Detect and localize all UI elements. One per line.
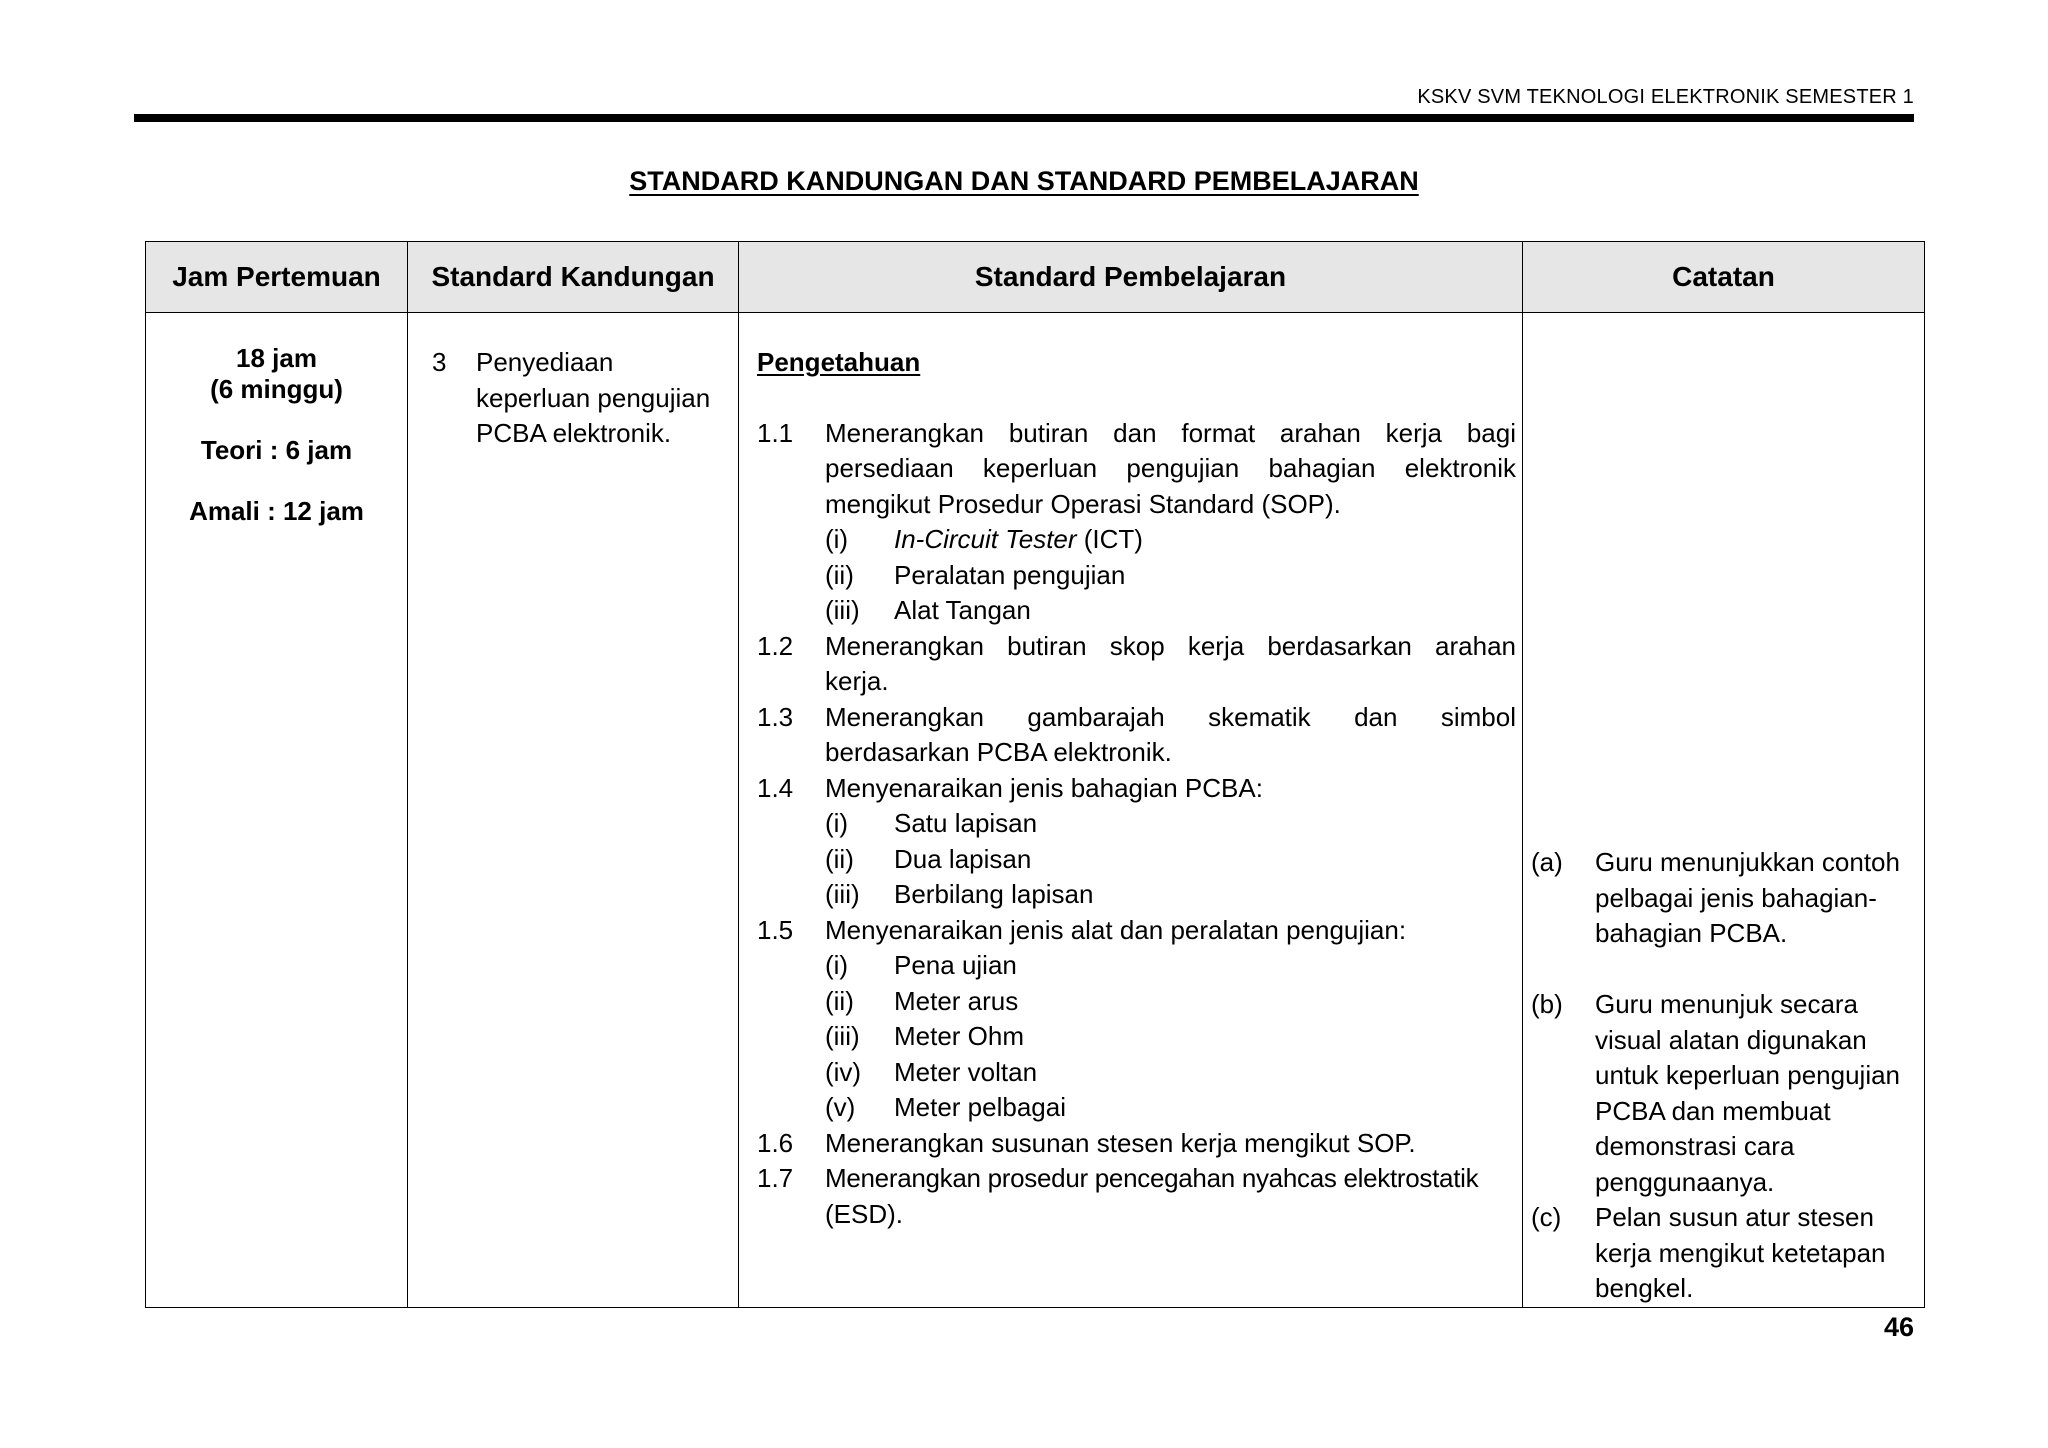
sub-item: [825, 984, 1516, 1020]
item-number: 1.2: [757, 630, 794, 661]
learning-item: [757, 913, 1516, 1126]
learning-item: [757, 629, 1516, 700]
note-item: [1531, 1200, 1916, 1307]
item-line: Menerangkan gambarajah skematik dan simbol: [825, 701, 1516, 732]
note-item: [1531, 845, 1916, 952]
sub-item: [825, 948, 1516, 984]
learning-item: [757, 700, 1516, 771]
sub-item-roman: (i): [825, 950, 849, 980]
note-line: Guru menunjuk secara: [1595, 989, 1859, 1019]
jam-weeks: (6 minggu): [210, 374, 343, 404]
sub-item-roman: (iv): [825, 1056, 862, 1087]
note-line: kerja mengikut ketetapan: [1595, 1237, 1886, 1268]
kandungan-line: Penyediaan: [476, 347, 614, 377]
sub-item-text: Meter voltan: [894, 1056, 1038, 1087]
note-line: penggunaanya.: [1595, 1166, 1775, 1197]
sub-item: [825, 1055, 1516, 1091]
learning-item: [757, 1126, 1516, 1162]
item-line: (ESD).: [825, 1198, 903, 1229]
sub-item-text: Dua lapisan: [894, 843, 1032, 874]
sub-item-italic: In-Circuit Tester: [894, 524, 1077, 554]
item-line: Menerangkan butiran skop kerja berdasarkan arahan: [825, 630, 1516, 661]
sub-item-text: Meter Ohm: [894, 1021, 1025, 1051]
item-line: berdasarkan PCBA elektronik.: [825, 737, 1172, 767]
kandungan-line: keperluan pengujian: [476, 382, 711, 413]
item-line: Menyenaraikan jenis bahagian PCBA:: [825, 772, 1263, 803]
sub-item-text: Satu lapisan: [894, 808, 1038, 838]
sub-item-text: (ICT): [1076, 524, 1143, 554]
column-header-pembelajaran: Standard Pembelajaran: [739, 242, 1523, 313]
sub-item: [825, 1019, 1516, 1055]
sub-item: [825, 806, 1516, 842]
sub-item: [825, 842, 1516, 878]
learning-item: [757, 1161, 1516, 1232]
sub-item-roman: (ii): [825, 559, 854, 590]
sub-item-roman: (v): [825, 1092, 856, 1122]
note-line: demonstrasi cara: [1595, 1131, 1795, 1161]
item-line: mengikut Prosedur Operasi Standard (SOP).: [825, 488, 1341, 519]
header-rule: [134, 114, 1914, 122]
table-row: [146, 313, 1925, 1308]
item-line: persediaan keperluan pengujian bahagian elektronik: [825, 453, 1516, 483]
sub-item-text: Peralatan pengujian: [894, 559, 1126, 590]
sub-item-text: Berbilang lapisan: [894, 879, 1094, 909]
learning-item: [757, 416, 1516, 629]
item-number: 1.7: [757, 1163, 794, 1193]
note-label: (c): [1531, 1202, 1562, 1232]
note-item: [1531, 987, 1916, 1200]
jam-teori: Teori : 6 jam: [200, 435, 353, 465]
item-line: Menerangkan susunan stesen kerja mengikut SOP.: [825, 1127, 1416, 1158]
sub-item-roman: (ii): [825, 985, 854, 1016]
item-number: 1.6: [757, 1127, 794, 1158]
note-line: bahagian PCBA.: [1595, 918, 1788, 948]
column-header-kandungan: Standard Kandungan: [408, 242, 739, 313]
item-line: kerja.: [825, 666, 889, 696]
sub-item-roman: (i): [825, 808, 849, 838]
item-line: Menerangkan butiran dan format arahan kerja bagi: [825, 417, 1516, 448]
jam-cell: [146, 313, 408, 1308]
kandungan-number: 3: [432, 347, 447, 377]
sub-item-text: Alat Tangan: [894, 595, 1031, 625]
note-line: bengkel.: [1595, 1273, 1694, 1303]
curriculum-table: [145, 241, 1925, 1308]
pembelajaran-cell: [739, 313, 1523, 1308]
note-line: untuk keperluan pengujian: [1595, 1060, 1901, 1090]
kandungan-text: [476, 345, 728, 452]
sub-item: [825, 1090, 1516, 1126]
note-line: PCBA dan membuat: [1595, 1095, 1831, 1126]
note-line: Pelan susun atur stesen: [1595, 1202, 1874, 1232]
sub-item: [825, 593, 1516, 629]
item-number: 1.3: [757, 701, 794, 732]
sub-item: [825, 558, 1516, 594]
item-number: 1.5: [757, 914, 794, 945]
table-header-row: [146, 242, 1925, 313]
kandungan-line: PCBA elektronik.: [476, 418, 672, 448]
item-line: Menerangkan prosedur pencegahan nyahcas elektrostatik: [825, 1163, 1479, 1193]
catatan-cell: [1523, 313, 1925, 1308]
jam-total: 18 jam: [236, 343, 317, 373]
page-title: STANDARD KANDUNGAN DAN STANDARD PEMBELAJARAN: [629, 166, 1419, 196]
item-number: 1.4: [757, 772, 794, 803]
sub-item-text: Pena ujian: [894, 950, 1017, 980]
note-line: pelbagai jenis bahagian-: [1595, 882, 1877, 913]
sub-item-roman: (iii): [825, 595, 860, 625]
item-number: 1.1: [757, 417, 794, 448]
kandungan-cell: [408, 313, 739, 1308]
note-label: (b): [1531, 989, 1563, 1019]
note-line: Guru menunjukkan contoh: [1595, 847, 1900, 877]
column-header-jam: Jam Pertemuan: [146, 242, 408, 313]
page-number: 46: [1883, 1312, 1914, 1342]
section-title: Pengetahuan: [757, 347, 921, 377]
column-header-catatan: Catatan: [1523, 242, 1925, 313]
sub-item-roman: (iii): [825, 879, 860, 909]
sub-item-roman: (iii): [825, 1021, 860, 1051]
sub-item-text: Meter arus: [894, 985, 1019, 1016]
sub-item-roman: (ii): [825, 843, 854, 874]
note-label: (a): [1531, 847, 1563, 877]
note-line: visual alatan digunakan: [1595, 1024, 1867, 1055]
sub-item-roman: (i): [825, 524, 849, 554]
jam-amali: Amali : 12 jam: [189, 496, 364, 526]
sub-item: [825, 877, 1516, 913]
sub-item-text: Meter pelbagai: [894, 1092, 1066, 1122]
document-header: KSKV SVM TEKNOLOGI ELEKTRONIK SEMESTER 1: [1417, 86, 1914, 108]
learning-item: [757, 771, 1516, 913]
sub-item: [825, 522, 1516, 558]
item-line: Menyenaraikan jenis alat dan peralatan pengujian:: [825, 914, 1407, 945]
